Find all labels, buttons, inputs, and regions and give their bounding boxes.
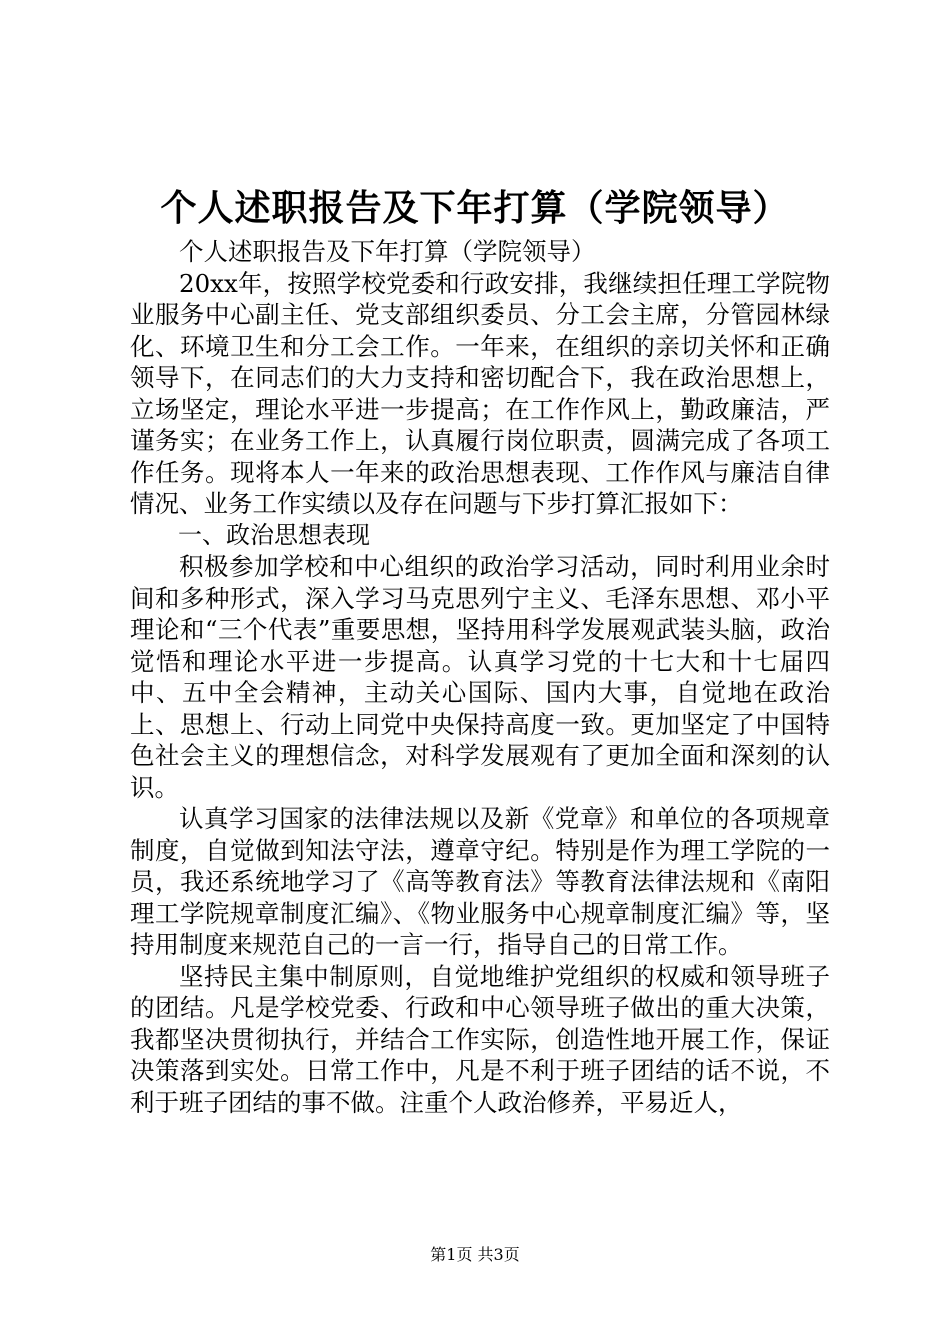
page-footer: 第1页 共3页 — [430, 1245, 520, 1264]
body-paragraph: 认真学习国家的法律法规以及新《党章》和单位的各项规章制度，自觉做到知法守法，遵章守纪。特别是作为理工学院的一员，我还系统地学习了《高等教育法》等教育法律法规和《南阳理工学院规章制度汇编》、《物业服务中心规章制度汇编》等，坚持用制度来规范自己的一言一行，指导自己的日常工作。 — [130, 804, 830, 959]
intro-paragraph: 20xx年，按照学校党委和行政安排，我继续担任理工学院物业服务中心副主任、党支部组织委员、分工会主席，分管园林绿化、环境卫生和分工会工作。一年来，在组织的亲切关怀和正确领导下，在同志们的大力支持和密切配合下，我在政治思想上，立场坚定，理论水平进一步提高；在工作作风上，勤政廉洁，严谨务实；在业务工作上，认真履行岗位职责，圆满完成了各项工作任务。现将本人一年来的政治思想表现、工作作风与廉洁自律情况、业务工作实绩以及存在问题与下步打算汇报如下： — [130, 268, 830, 518]
section-heading: 一、政治思想表现 — [178, 520, 370, 549]
body-paragraph: 坚持民主集中制原则，自觉地维护党组织的权威和领导班子的团结。凡是学校党委、行政和中心领导班子做出的重大决策，我都坚决贯彻执行，并结合工作实际，创造性地开展工作，保证决策落到实处。日常工作中，凡是不利于班子团结的话不说，不利于班子团结的事不做。注重个人政治修养，平易近人， — [130, 961, 830, 1117]
document-body — [130, 236, 830, 1118]
body-paragraph: 积极参加学校和中心组织的政治学习活动，同时利用业余时间和多种形式，深入学习马克思列宁主义、毛泽东思想、邓小平理论和“三个代表”重要思想，坚持用科学发展观武装头脑，政治觉悟和理论水平进一步提高。认真学习党的十七大和十七届四中、五中全会精神，主动关心国际、国内大事，自觉地在政治上、思想上、行动上同党中央保持高度一致。更加坚定了中国特色社会主义的理想信念，对科学发展观有了更加全面和深刻的认识。 — [130, 552, 830, 802]
subtitle-paragraph: 个人述职报告及下年打算（学院领导） — [179, 237, 596, 266]
document-title: 个人述职报告及下年打算（学院领导） — [160, 187, 790, 229]
